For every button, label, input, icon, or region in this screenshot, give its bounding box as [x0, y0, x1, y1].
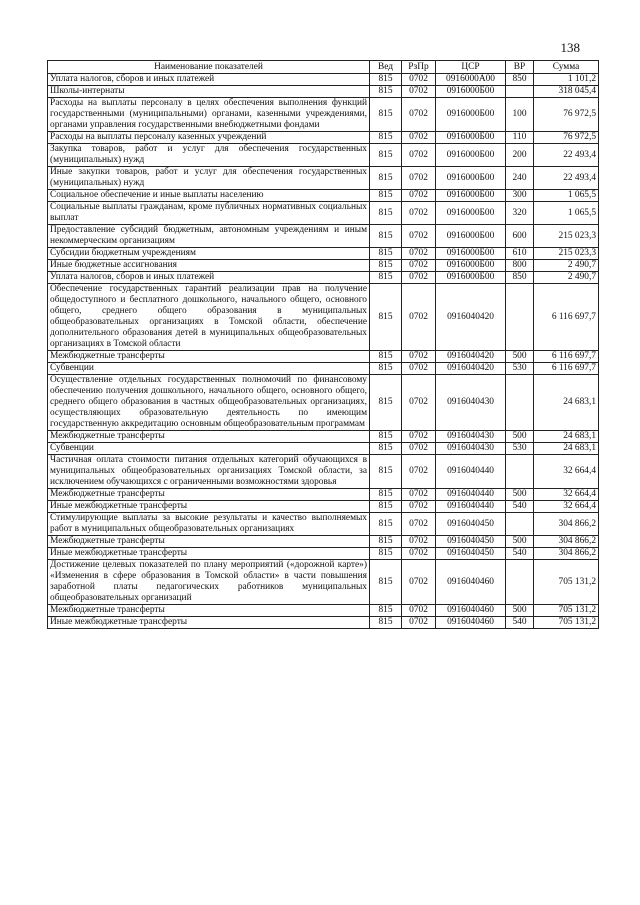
row-vr: [506, 86, 534, 98]
row-csr: 0916000А00: [436, 74, 506, 86]
table-row: [48, 272, 599, 284]
row-ved: 815: [370, 443, 402, 455]
row-rzpr: 0702: [402, 443, 436, 455]
row-ved: 815: [370, 272, 402, 284]
row-sum: 32 664,4: [534, 489, 599, 501]
row-rzpr: 0702: [402, 605, 436, 617]
row-csr: 0916000Б00: [436, 260, 506, 272]
row-name: Иные межбюджетные трансферты: [48, 617, 370, 629]
row-name: Уплата налогов, сборов и иных платежей: [48, 74, 370, 86]
table-row: [48, 513, 599, 536]
row-rzpr: 0702: [402, 501, 436, 513]
row-sum: 318 045,4: [534, 86, 599, 98]
row-rzpr: 0702: [402, 513, 436, 536]
row-name: Достижение целевых показателей по плану мероприятий («дорожной карте») «Изменения в сфере образования в Томской области» в части повышения заработной платы педагогических работников муниципальных общеобразовательных организаций: [48, 560, 370, 605]
row-sum: 32 664,4: [534, 455, 599, 489]
row-rzpr: 0702: [402, 455, 436, 489]
row-name: Обеспечение государственных гарантий реализации прав на получение общедоступного и бесплатного дошкольного, начального общего, основного общего, среднего общего образования в муниципальных общеобразовательных организациях в Томской области, обеспечение дополнительного образования детей в муниципальных общеобразовательных организациях в Томской области: [48, 284, 370, 351]
row-vr: [506, 375, 534, 431]
row-sum: 215 023,3: [534, 225, 599, 248]
row-sum: 215 023,3: [534, 248, 599, 260]
row-csr: 0916000Б00: [436, 248, 506, 260]
row-csr: 0916040460: [436, 605, 506, 617]
row-vr: 500: [506, 536, 534, 548]
row-csr: 0916000Б00: [436, 98, 506, 132]
row-rzpr: 0702: [402, 375, 436, 431]
row-ved: 815: [370, 284, 402, 351]
row-ved: 815: [370, 144, 402, 167]
row-name: Субсидии бюджетным учреждениям: [48, 248, 370, 260]
row-csr: 0916040450: [436, 513, 506, 536]
row-name: Школы-интернаты: [48, 86, 370, 98]
table-row: [48, 431, 599, 443]
row-csr: 0916040440: [436, 455, 506, 489]
row-csr: 0916040450: [436, 548, 506, 560]
row-rzpr: 0702: [402, 363, 436, 375]
row-sum: 304 866,2: [534, 536, 599, 548]
row-name: Межбюджетные трансферты: [48, 489, 370, 501]
row-name: Частичная оплата стоимости питания отдельных категорий обучающихся в муниципальных общеобразовательных организациях Томской области, за исключением обучающихся с ограниченными возможностями здоровья: [48, 455, 370, 489]
row-sum: 2 490,7: [534, 260, 599, 272]
table-row: [48, 98, 599, 132]
row-sum: 22 493,4: [534, 144, 599, 167]
row-vr: 200: [506, 144, 534, 167]
row-vr: 100: [506, 98, 534, 132]
row-name: Уплата налогов, сборов и иных платежей: [48, 272, 370, 284]
row-rzpr: 0702: [402, 86, 436, 98]
row-vr: 600: [506, 225, 534, 248]
row-sum: 6 116 697,7: [534, 351, 599, 363]
row-name: Субвенции: [48, 443, 370, 455]
header-rzpr: РзПр: [402, 61, 436, 74]
row-name: Закупка товаров, работ и услуг для обеспечения государственных (муниципальных) нужд: [48, 144, 370, 167]
row-rzpr: 0702: [402, 617, 436, 629]
row-sum: 22 493,4: [534, 167, 599, 190]
table-row: [48, 202, 599, 225]
table-row: [48, 190, 599, 202]
row-rzpr: 0702: [402, 260, 436, 272]
row-csr: 0916040460: [436, 560, 506, 605]
row-csr: 0916000Б00: [436, 132, 506, 144]
row-sum: 1 101,2: [534, 74, 599, 86]
row-rzpr: 0702: [402, 431, 436, 443]
row-ved: 815: [370, 202, 402, 225]
row-sum: 24 683,1: [534, 375, 599, 431]
row-vr: 500: [506, 351, 534, 363]
row-vr: [506, 513, 534, 536]
row-vr: 500: [506, 605, 534, 617]
row-name: Иные межбюджетные трансферты: [48, 501, 370, 513]
table-row: [48, 375, 599, 431]
row-csr: 0916040450: [436, 536, 506, 548]
row-csr: 0916000Б00: [436, 144, 506, 167]
row-name: Иные бюджетные ассигнования: [48, 260, 370, 272]
row-name: Расходы на выплаты персоналу в целях обеспечения выполнения функций государственными (муниципальными) органами, казенными учреждениями, органами управления государственными внебюджетными фондами: [48, 98, 370, 132]
row-ved: 815: [370, 455, 402, 489]
row-ved: 815: [370, 363, 402, 375]
table-row: [48, 260, 599, 272]
row-rzpr: 0702: [402, 167, 436, 190]
table-row: [48, 617, 599, 629]
row-sum: 2 490,7: [534, 272, 599, 284]
row-sum: 24 683,1: [534, 443, 599, 455]
row-ved: 815: [370, 513, 402, 536]
row-name: Стимулирующие выплаты за высокие результаты и качество выполняемых работ в муниципальных общеобразовательных организациях: [48, 513, 370, 536]
row-name: Расходы на выплаты персоналу казенных учреждений: [48, 132, 370, 144]
table-row: [48, 455, 599, 489]
row-vr: 530: [506, 363, 534, 375]
row-rzpr: 0702: [402, 489, 436, 501]
row-sum: 1 065,5: [534, 202, 599, 225]
row-csr: 0916040430: [436, 443, 506, 455]
row-ved: 815: [370, 375, 402, 431]
row-csr: 0916040420: [436, 351, 506, 363]
row-ved: 815: [370, 190, 402, 202]
header-vr: ВР: [506, 61, 534, 74]
row-vr: 800: [506, 260, 534, 272]
row-name: Межбюджетные трансферты: [48, 431, 370, 443]
row-name: Социальные выплаты гражданам, кроме публичных нормативных социальных выплат: [48, 202, 370, 225]
row-rzpr: 0702: [402, 248, 436, 260]
row-ved: 815: [370, 617, 402, 629]
row-csr: 0916040420: [436, 363, 506, 375]
table-row: [48, 167, 599, 190]
table-row: [48, 501, 599, 513]
row-ved: 815: [370, 560, 402, 605]
row-rzpr: 0702: [402, 190, 436, 202]
row-vr: 850: [506, 272, 534, 284]
row-vr: 500: [506, 489, 534, 501]
row-rzpr: 0702: [402, 272, 436, 284]
row-rzpr: 0702: [402, 74, 436, 86]
row-sum: 76 972,5: [534, 132, 599, 144]
table-body: [48, 74, 599, 629]
row-ved: 815: [370, 167, 402, 190]
row-ved: 815: [370, 548, 402, 560]
table-row: [48, 536, 599, 548]
row-sum: 705 131,2: [534, 605, 599, 617]
row-rzpr: 0702: [402, 132, 436, 144]
table-header-row: [48, 61, 599, 74]
row-vr: 320: [506, 202, 534, 225]
row-csr: 0916040440: [436, 489, 506, 501]
row-vr: 850: [506, 74, 534, 86]
header-name: Наименование показателей: [48, 61, 370, 74]
row-sum: 76 972,5: [534, 98, 599, 132]
row-csr: 0916040460: [436, 617, 506, 629]
row-vr: 540: [506, 548, 534, 560]
row-sum: 304 866,2: [534, 513, 599, 536]
table-row: [48, 225, 599, 248]
row-csr: 0916000Б00: [436, 86, 506, 98]
table-row: [48, 74, 599, 86]
table-row: [48, 363, 599, 375]
row-ved: 815: [370, 605, 402, 617]
row-csr: 0916000Б00: [436, 190, 506, 202]
row-rzpr: 0702: [402, 548, 436, 560]
row-rzpr: 0702: [402, 351, 436, 363]
row-ved: 815: [370, 98, 402, 132]
row-sum: 32 664,4: [534, 501, 599, 513]
row-ved: 815: [370, 431, 402, 443]
row-ved: 815: [370, 225, 402, 248]
row-vr: 540: [506, 501, 534, 513]
table-row: [48, 605, 599, 617]
row-name: Осуществление отдельных государственных полномочий по финансовому обеспечению получения дошкольного, начального общего, основного общего, среднего общего образования в частных общеобразовательных организациях, осуществляющих образовательную деятельность по имеющим государственную аккредитацию основным общеобразовательным программам: [48, 375, 370, 431]
table-row: [48, 284, 599, 351]
table-row: [48, 560, 599, 605]
budget-table: [47, 60, 599, 629]
row-name: Субвенции: [48, 363, 370, 375]
table-row: [48, 144, 599, 167]
row-sum: 705 131,2: [534, 617, 599, 629]
row-ved: 815: [370, 260, 402, 272]
row-name: Межбюджетные трансферты: [48, 351, 370, 363]
row-rzpr: 0702: [402, 202, 436, 225]
row-rzpr: 0702: [402, 144, 436, 167]
row-sum: 6 116 697,7: [534, 363, 599, 375]
table-row: [48, 351, 599, 363]
table-row: [48, 443, 599, 455]
row-name: Предоставление субсидий бюджетным, автономным учреждениям и иным некоммерческим организациям: [48, 225, 370, 248]
header-sum: Сумма: [534, 61, 599, 74]
row-vr: 610: [506, 248, 534, 260]
row-sum: 304 866,2: [534, 548, 599, 560]
table-row: [48, 548, 599, 560]
row-sum: 705 131,2: [534, 560, 599, 605]
row-name: Иные межбюджетные трансферты: [48, 548, 370, 560]
row-ved: 815: [370, 501, 402, 513]
row-ved: 815: [370, 132, 402, 144]
table-row: [48, 489, 599, 501]
row-csr: 0916000Б00: [436, 202, 506, 225]
row-ved: 815: [370, 351, 402, 363]
header-csr: ЦСР: [436, 61, 506, 74]
row-ved: 815: [370, 248, 402, 260]
table-row: [48, 132, 599, 144]
row-vr: 240: [506, 167, 534, 190]
row-vr: [506, 455, 534, 489]
row-csr: 0916000Б00: [436, 225, 506, 248]
row-vr: [506, 284, 534, 351]
row-csr: 0916000Б00: [436, 167, 506, 190]
table-row: [48, 248, 599, 260]
row-ved: 815: [370, 74, 402, 86]
row-rzpr: 0702: [402, 536, 436, 548]
row-ved: 815: [370, 489, 402, 501]
row-rzpr: 0702: [402, 560, 436, 605]
row-csr: 0916040430: [436, 431, 506, 443]
row-csr: 0916040420: [436, 284, 506, 351]
row-csr: 0916000Б00: [436, 272, 506, 284]
row-sum: 1 065,5: [534, 190, 599, 202]
row-sum: 24 683,1: [534, 431, 599, 443]
row-vr: 530: [506, 443, 534, 455]
row-vr: 300: [506, 190, 534, 202]
row-csr: 0916040430: [436, 375, 506, 431]
table-row: [48, 86, 599, 98]
row-csr: 0916040440: [436, 501, 506, 513]
row-name: Межбюджетные трансферты: [48, 605, 370, 617]
page-number: 138: [560, 40, 580, 55]
row-vr: 500: [506, 431, 534, 443]
row-vr: 110: [506, 132, 534, 144]
header-ved: Вед: [370, 61, 402, 74]
row-rzpr: 0702: [402, 284, 436, 351]
row-rzpr: 0702: [402, 98, 436, 132]
row-vr: 540: [506, 617, 534, 629]
row-ved: 815: [370, 86, 402, 98]
row-rzpr: 0702: [402, 225, 436, 248]
row-sum: 6 116 697,7: [534, 284, 599, 351]
row-name: Межбюджетные трансферты: [48, 536, 370, 548]
row-ved: 815: [370, 536, 402, 548]
row-vr: [506, 560, 534, 605]
row-name: Иные закупки товаров, работ и услуг для обеспечения государственных (муниципальных) нужд: [48, 167, 370, 190]
row-name: Социальное обеспечение и иные выплаты населению: [48, 190, 370, 202]
